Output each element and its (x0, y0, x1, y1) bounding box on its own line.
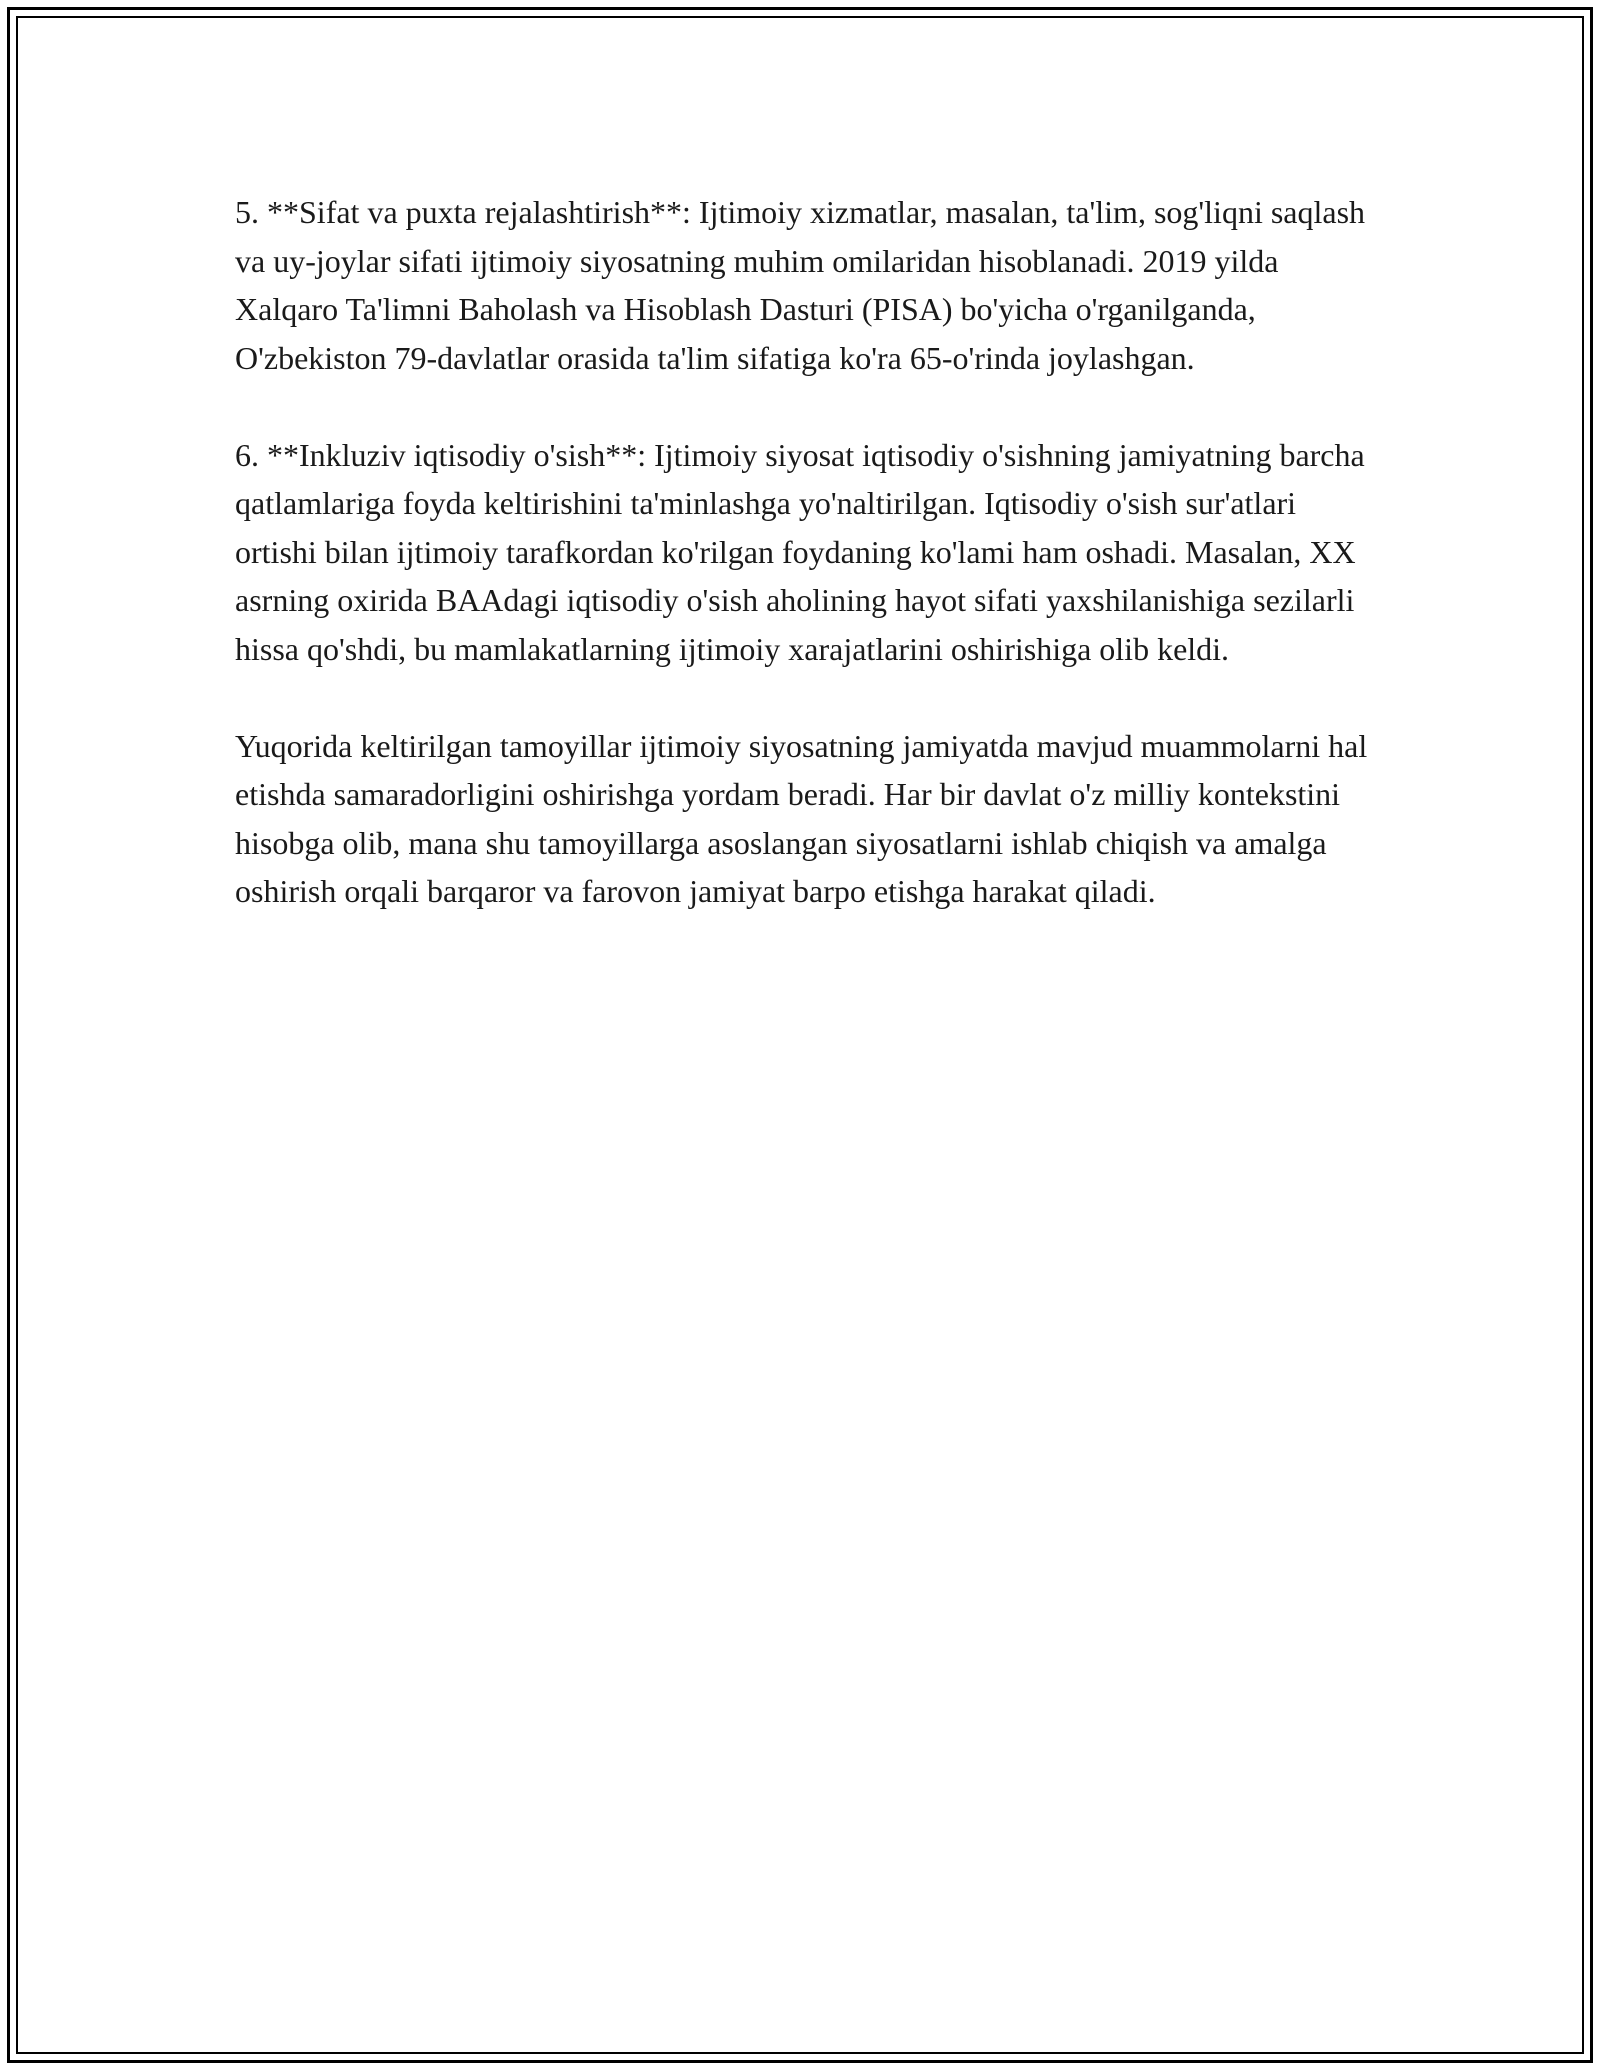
paragraph-inclusive-growth: 6. **Inkluziv iqtisodiy o'sish**: Ijtimoiy siyosat iqtisodiy o'sishning jamiyatning barcha qatlamlariga foyda keltirishini ta'minlashga yo'naltirilgan. Iqtisodiy o'sish sur'atlari ortishi bilan ijtimoiy tarafkordan ko'rilgan foydaning ko'lami ham oshadi. Masalan, XX asrning oxirida BAAdagi iqtisodiy o'sish aholining hayot sifati yaxshilanishiga sezilarli hissa qo'shdi, bu mamlakatlarning ijtimoiy xarajatlarini oshirishiga olib keldi. (235, 436, 1365, 667)
paragraph-conclusion: Yuqorida keltirilgan tamoyillar ijtimoiy siyosatning jamiyatda mavjud muammolarni hal etishda samaradorligini oshirishga yordam beradi. Har bir davlat o'z milliy kontekstini hisobga olib, mana shu tamoyillarga asoslangan siyosatlarni ishlab chiqish va amalga oshirish orqali barqaror va farovon jamiyat barpo etishga harakat qiladi. (235, 727, 1368, 909)
paragraph-quality-planning: 5. **Sifat va puxta rejalashtirish**: Ijtimoiy xizmatlar, masalan, ta'lim, sog'liqni saqlash va uy-joylar sifati ijtimoiy siyosatning muhim omilaridan hisoblanadi. 2019 yilda Xalqaro Ta'limni Baholash va Hisoblash Dasturi (PISA) bo'yicha o'rganilganda, O'zbekiston 79-davlatlar orasida ta'lim sifatiga ko'ra 65-o'rinda joylashgan. (235, 194, 1366, 376)
document-body (235, 188, 1380, 964)
